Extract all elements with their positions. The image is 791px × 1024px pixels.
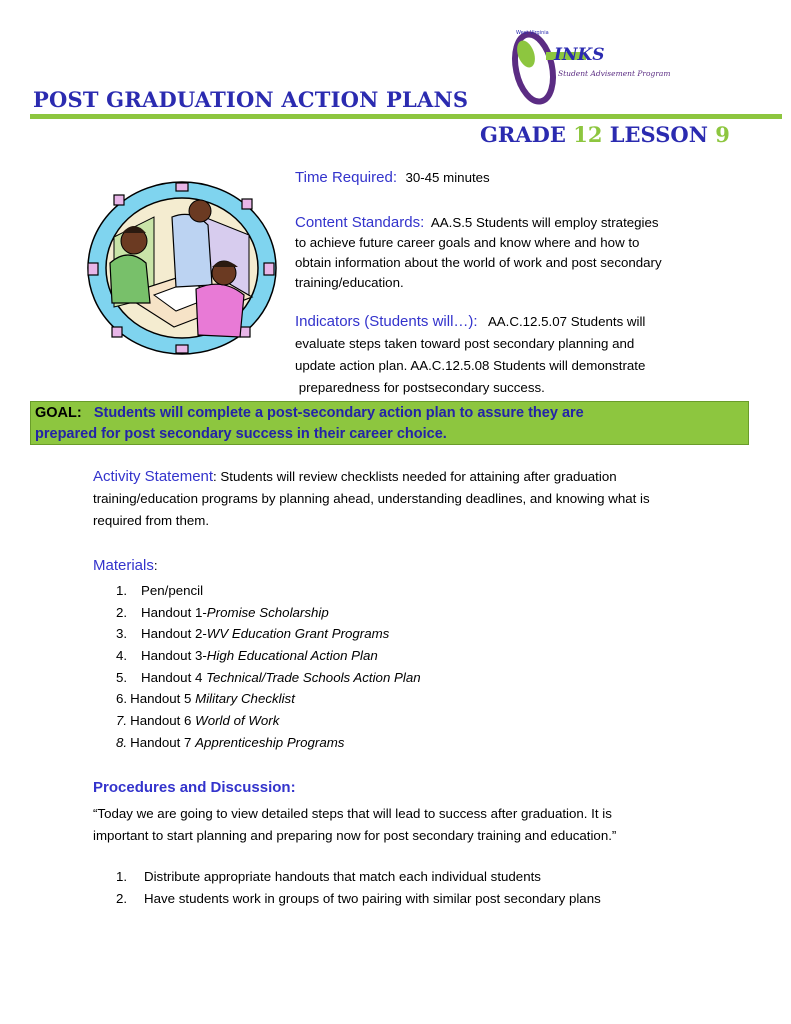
materials-label: Materials — [93, 557, 154, 574]
standards-label: Content Standards — [295, 214, 421, 231]
activity-text: required from them. — [93, 513, 210, 528]
goal-label: GOAL: — [35, 405, 82, 421]
lesson-word: LESSON — [609, 122, 708, 147]
goal-box — [30, 401, 749, 445]
list-item: 2. Have students work in groups of two pairing with similar post secondary plans — [116, 891, 601, 906]
list-item: 1. Distribute appropriate handouts that match each individual students — [116, 869, 541, 884]
list-item: 2. Handout 1-Promise Scholarship — [116, 604, 329, 620]
list-item: 4. Handout 3-High Educational Action Plan — [116, 648, 378, 664]
grade-number: 12 — [573, 122, 603, 147]
lesson-heading — [480, 122, 730, 147]
indicators: Indicators (Students will…): AA.C.12.5.07 Students will evaluate steps taken toward post secondary planning and update action plan. AA.C.12.5.08 Students will demonstrate preparedness for postsecondary success. — [295, 311, 765, 399]
standards-text: training/education. — [295, 275, 404, 290]
goal-text: prepared for post secondary success in their career choice. — [35, 426, 447, 442]
activity-statement — [93, 466, 773, 532]
activity-text: : Students will review checklists needed for attaining after graduation — [213, 469, 617, 484]
list-item: 1. Pen/pencil — [116, 583, 204, 598]
classroom-illustration — [84, 177, 280, 359]
logo-subtitle: Student Advisement Program — [558, 69, 671, 78]
content-standards: Content Standards: AA.S.5 Students will employ strategies to achieve future career goals and know where and how to obtain information about the world of work and post secondary training/education. — [295, 213, 755, 293]
indicators-text: preparedness for postsecondary success. — [295, 380, 545, 395]
logo-arc-text: West Virginia — [516, 30, 549, 36]
procedures-label: Procedures and Discussion: — [93, 779, 296, 796]
time-value: 30-45 minutes — [405, 170, 490, 185]
procedures-quote: “Today we are going to view detailed steps that will lead to success after graduation. It is important to start planning and preparing now for post secondary training and education.” — [93, 806, 617, 843]
list-item: 5. Handout 4 Technical/Trade Schools Action Plan — [116, 669, 421, 685]
list-item: 8. Handout 7 Apprenticeship Programs — [116, 734, 345, 750]
list-item: 7. Handout 6 World of Work — [116, 713, 280, 729]
indicators-text: update action plan. AA.C.12.5.08 Students will demonstrate — [295, 358, 646, 373]
goal-text: Students will complete a post-secondary action plan to assure they are — [93, 405, 584, 421]
students-at-table-icon — [84, 177, 280, 359]
page-title: POST GRADUATION ACTION PLANS — [33, 87, 469, 112]
list-item: 3. Handout 2-WV Education Grant Programs — [116, 626, 390, 642]
activity-label: Activity Statement — [93, 468, 214, 485]
indicators-label: Indicators (Students will…) — [295, 313, 474, 330]
standards-text: to achieve future career goals and know where and how to — [295, 235, 640, 250]
indicators-text: evaluate steps taken toward post secondary planning and — [295, 336, 635, 351]
links-logo-icon — [508, 24, 688, 108]
standards-text: AA.S.5 Students will employ strategies — [430, 215, 659, 230]
time-required — [295, 168, 755, 188]
title-divider — [30, 114, 782, 119]
links-logo — [508, 24, 688, 108]
activity-text: training/education programs by planning ahead, understanding deadlines, and knowing what is — [93, 491, 650, 506]
grade-word: GRADE — [480, 122, 566, 147]
procedures-steps — [116, 866, 601, 910]
materials-list — [116, 580, 421, 754]
logo-word: INKS — [554, 45, 605, 65]
time-label: Time Required: — [295, 169, 397, 186]
materials-heading: Materials: — [93, 557, 158, 574]
standards-text: obtain information about the world of work and post secondary — [295, 255, 662, 270]
list-item: 6. Handout 5 Military Checklist — [116, 691, 295, 707]
lesson-number: 9 — [715, 122, 730, 147]
indicators-text: AA.C.12.5.07 Students will — [487, 314, 646, 329]
